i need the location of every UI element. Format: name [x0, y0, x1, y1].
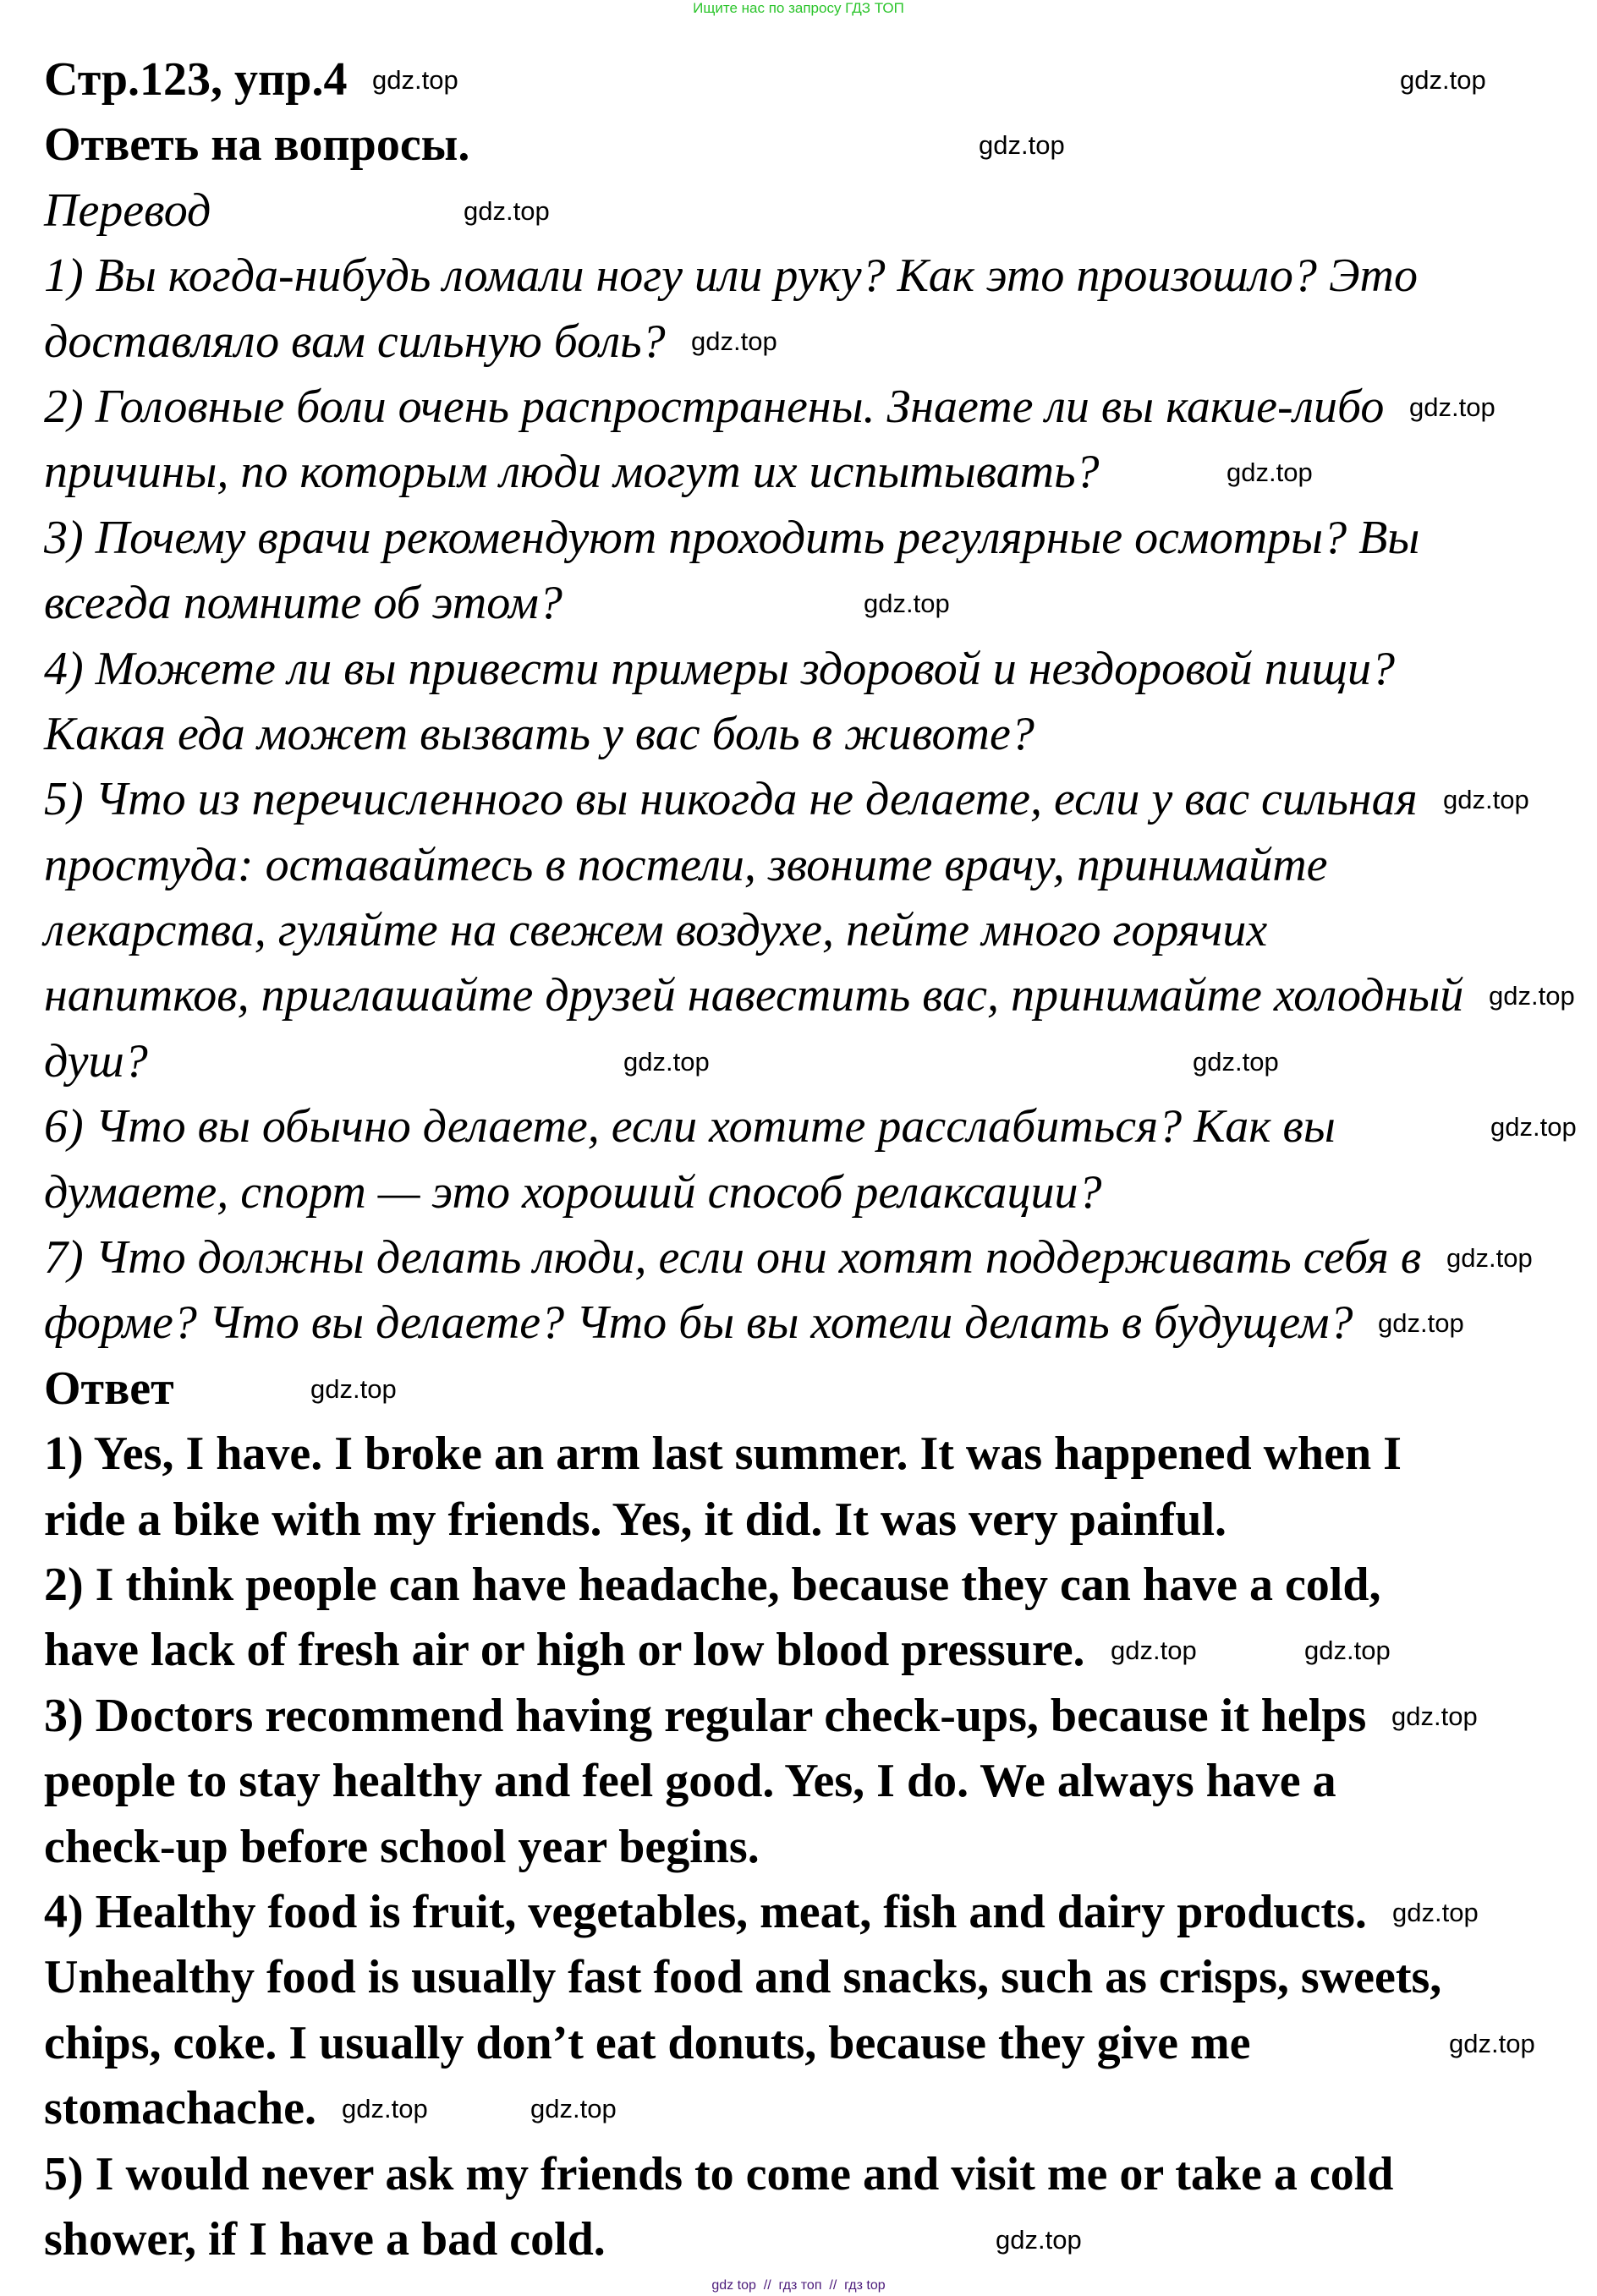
watermark: gdz.top — [1392, 1897, 1479, 1927]
text-line: Ответь на вопросы. — [44, 118, 470, 172]
watermark: gdz.top — [1449, 2028, 1535, 2058]
text-line: chips, coke. I usually don’t eat donuts, because they give me — [44, 2016, 1251, 2069]
watermark: gdz.top — [1111, 1636, 1197, 1666]
watermark: gdz.top — [1489, 981, 1575, 1011]
text-line: Ответ — [44, 1362, 174, 1415]
watermark: gdz.top — [1490, 1112, 1577, 1143]
watermark: gdz.top — [623, 1046, 710, 1077]
translation-line: 7) Что должны делать люди, если они хотят поддерживать себя в — [44, 1231, 1422, 1285]
watermark: gdz.top — [1446, 1242, 1533, 1273]
translation-line: простуда: оставайтесь в постели, звоните врачу, принимайте — [44, 838, 1328, 891]
document-body — [44, 47, 1463, 2272]
translation-line: 3) Почему врачи рекомендуют проходить регулярные осмотры? Вы — [44, 511, 1420, 564]
text-line: 5) I would never ask my friends to come and visit me or take a cold — [44, 2147, 1394, 2200]
text-line: 2) I think people can have headache, because they can have a cold, — [44, 1558, 1381, 1611]
translation-line: Какая еда может вызвать у вас боль в животе? — [44, 707, 1034, 760]
text-line: 1) Yes, I have. I broke an arm last summer. It was happened when I — [44, 1427, 1402, 1481]
translation-line: 1) Вы когда-нибудь ломали ногу или руку? Как это произошло? Это — [44, 249, 1418, 303]
watermark: gdz.top — [530, 2094, 617, 2124]
watermark: gdz.top — [1409, 392, 1495, 422]
translation-line: 5) Что из перечисленного вы никогда не делаете, если у вас сильная — [44, 773, 1418, 826]
watermark: gdz.top — [1193, 1046, 1279, 1077]
watermark: gdz.top — [372, 64, 458, 95]
translation-line: форме? Что вы делаете? Что бы вы хотели делать в будущем? — [44, 1296, 1353, 1350]
text-line: ride a bike with my friends. Yes, it did. It was very painful. — [44, 1493, 1227, 1546]
watermark: gdz.top — [1227, 458, 1313, 488]
translation-line: 2) Головные боли очень распространены. Знаете ли вы какие-либо — [44, 380, 1385, 433]
translation-line: лекарства, гуляйте на свежем воздухе, пейте много горячих — [44, 904, 1268, 957]
watermark: gdz.top — [979, 130, 1065, 161]
watermark: gdz.top — [464, 195, 550, 226]
translation-line: думаете, спорт — это хороший способ релаксации? — [44, 1165, 1102, 1219]
translation-line: доставляло вам сильную боль? — [44, 315, 666, 368]
watermark: gdz.top — [342, 2094, 428, 2124]
watermark: gdz.top — [1304, 1636, 1391, 1666]
watermark: gdz.top — [1391, 1701, 1478, 1731]
watermark: gdz.top — [1378, 1308, 1464, 1339]
page-title: Стр.123, упр.4 — [44, 53, 348, 106]
watermark: gdz.top — [310, 1373, 397, 1404]
text-line: shower, if I have a bad cold. — [44, 2212, 606, 2266]
search-banner: Ищите нас по запросу ГДЗ ТОП — [693, 0, 904, 16]
watermark: gdz.top — [864, 588, 950, 618]
translation-line: напитков, приглашайте друзей навестить вас, принимайте холодный — [44, 969, 1464, 1022]
text-line: Unhealthy food is usually fast food and snacks, such as crisps, sweets, — [44, 1951, 1442, 2004]
translation-line: 6) Что вы обычно делаете, если хотите расслабиться? Как вы — [44, 1100, 1336, 1153]
text-line: 3) Doctors recommend having regular check-ups, because it helps — [44, 1689, 1367, 1742]
footer-watermark: gdz top // гдз топ // гдз top — [711, 2278, 886, 2293]
text-line: stomachache. — [44, 2082, 316, 2135]
translation-line: душ? — [44, 1034, 148, 1088]
text-line: check-up before school year begins. — [44, 1820, 760, 1873]
text-line: people to stay healthy and feel good. Yes, I do. We always have a — [44, 1755, 1336, 1808]
text-line: have lack of fresh air or high or low blood pressure. — [44, 1624, 1085, 1677]
text-line: 4) Healthy food is fruit, vegetables, meat, fish and dairy products. — [44, 1885, 1367, 1938]
watermark: gdz.top — [1400, 64, 1486, 95]
translation-line: 4) Можете ли вы привести примеры здоровой и нездоровой пищи? — [44, 642, 1395, 695]
translation-line: всегда помните об этом? — [44, 577, 563, 630]
watermark: gdz.top — [1443, 785, 1529, 815]
translation-line: Перевод — [44, 184, 211, 237]
watermark: gdz.top — [691, 326, 777, 357]
watermark: gdz.top — [996, 2224, 1082, 2255]
translation-line: причины, по которым люди могут их испытывать? — [44, 446, 1100, 499]
